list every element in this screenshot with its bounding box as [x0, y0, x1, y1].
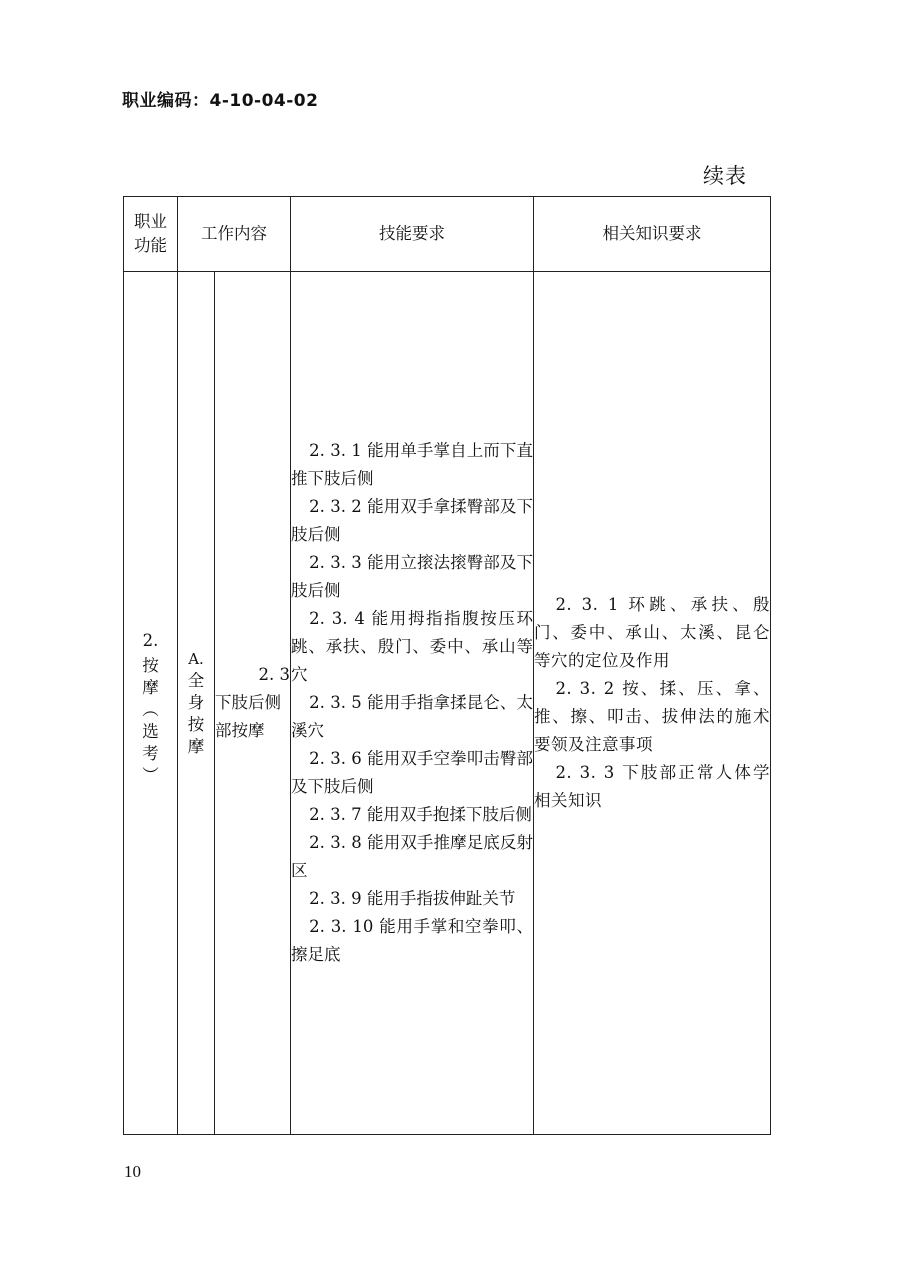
- skill-item: 2. 3. 1 能用单手掌自上而下直推下肢后侧: [291, 441, 533, 488]
- subcontent-text: 下肢后侧部按摩: [215, 693, 281, 740]
- skill-item: 2. 3. 9 能用手指拔伸趾关节: [309, 889, 516, 908]
- vertical-char: 选: [142, 721, 159, 741]
- knowledge-item: 2. 3. 2 按、揉、压、拿、推、擦、叩击、拔伸法的施术要领及注意事项: [534, 679, 770, 754]
- skill-item: 2. 3. 4 能用拇指指腹按压环跳、承扶、殷门、委中、承山等穴: [291, 609, 533, 684]
- knowledge-item: 2. 3. 1 环跳、承扶、殷门、委中、承山、太溪、昆仑等穴的定位及作用: [534, 595, 770, 670]
- page-number: 10: [124, 1162, 141, 1181]
- skill-item: 2. 3. 7 能用双手抱揉下肢后侧: [309, 805, 532, 824]
- subcontent-cell: [215, 272, 291, 1135]
- category-letter: A.: [188, 649, 204, 668]
- skill-item: 2. 3. 6 能用双手空拳叩击臀部及下肢后侧: [291, 749, 533, 796]
- subcontent-number: 2. 3: [258, 665, 290, 684]
- vertical-char: 按: [142, 655, 159, 675]
- vertical-char: 考: [142, 743, 159, 763]
- knowledge-item: 2. 3. 3 下肢部正常人体学相关知识: [534, 763, 770, 810]
- continued-label: 续表: [703, 164, 747, 188]
- vertical-char: 全: [187, 670, 205, 690]
- skill-item: 2. 3. 10 能用手掌和空拳叩、擦足底: [291, 917, 533, 964]
- header-work-content: 工作内容: [178, 197, 291, 272]
- skills-cell: [291, 272, 534, 1135]
- vertical-char: ︵: [142, 699, 159, 719]
- category-cell: [178, 272, 215, 1135]
- header-function: 职业功能: [124, 197, 178, 272]
- occupation-code: 职业编码：4-10-04-02: [122, 91, 319, 111]
- skill-item: 2. 3. 8 能用双手推摩足底反射区: [291, 833, 533, 880]
- knowledge-cell: [534, 272, 771, 1135]
- skill-item: 2. 3. 2 能用双手拿揉臀部及下肢后侧: [291, 497, 533, 544]
- category-name: [186, 670, 206, 758]
- vertical-char: 身: [187, 692, 205, 712]
- skill-item: 2. 3. 5 能用手指拿揉昆仑、太溪穴: [291, 693, 533, 740]
- skills-list: [291, 437, 533, 969]
- vertical-char: 摩: [187, 736, 205, 756]
- function-name: [141, 655, 161, 787]
- skill-item: 2. 3. 3 能用立㨰法㨰臀部及下肢后侧: [291, 553, 533, 600]
- table-row: [124, 272, 771, 1135]
- header-row: [124, 197, 771, 272]
- vertical-char: 摩: [142, 677, 159, 697]
- function-cell: [124, 272, 178, 1135]
- header-knowledge: 相关知识要求: [534, 197, 771, 272]
- requirements-table: [123, 196, 771, 1135]
- header-skills: 技能要求: [291, 197, 534, 272]
- knowledge-list: [534, 591, 770, 815]
- vertical-char: 按: [187, 714, 205, 734]
- function-number: 2.: [142, 630, 159, 650]
- vertical-char: ︶: [142, 765, 159, 785]
